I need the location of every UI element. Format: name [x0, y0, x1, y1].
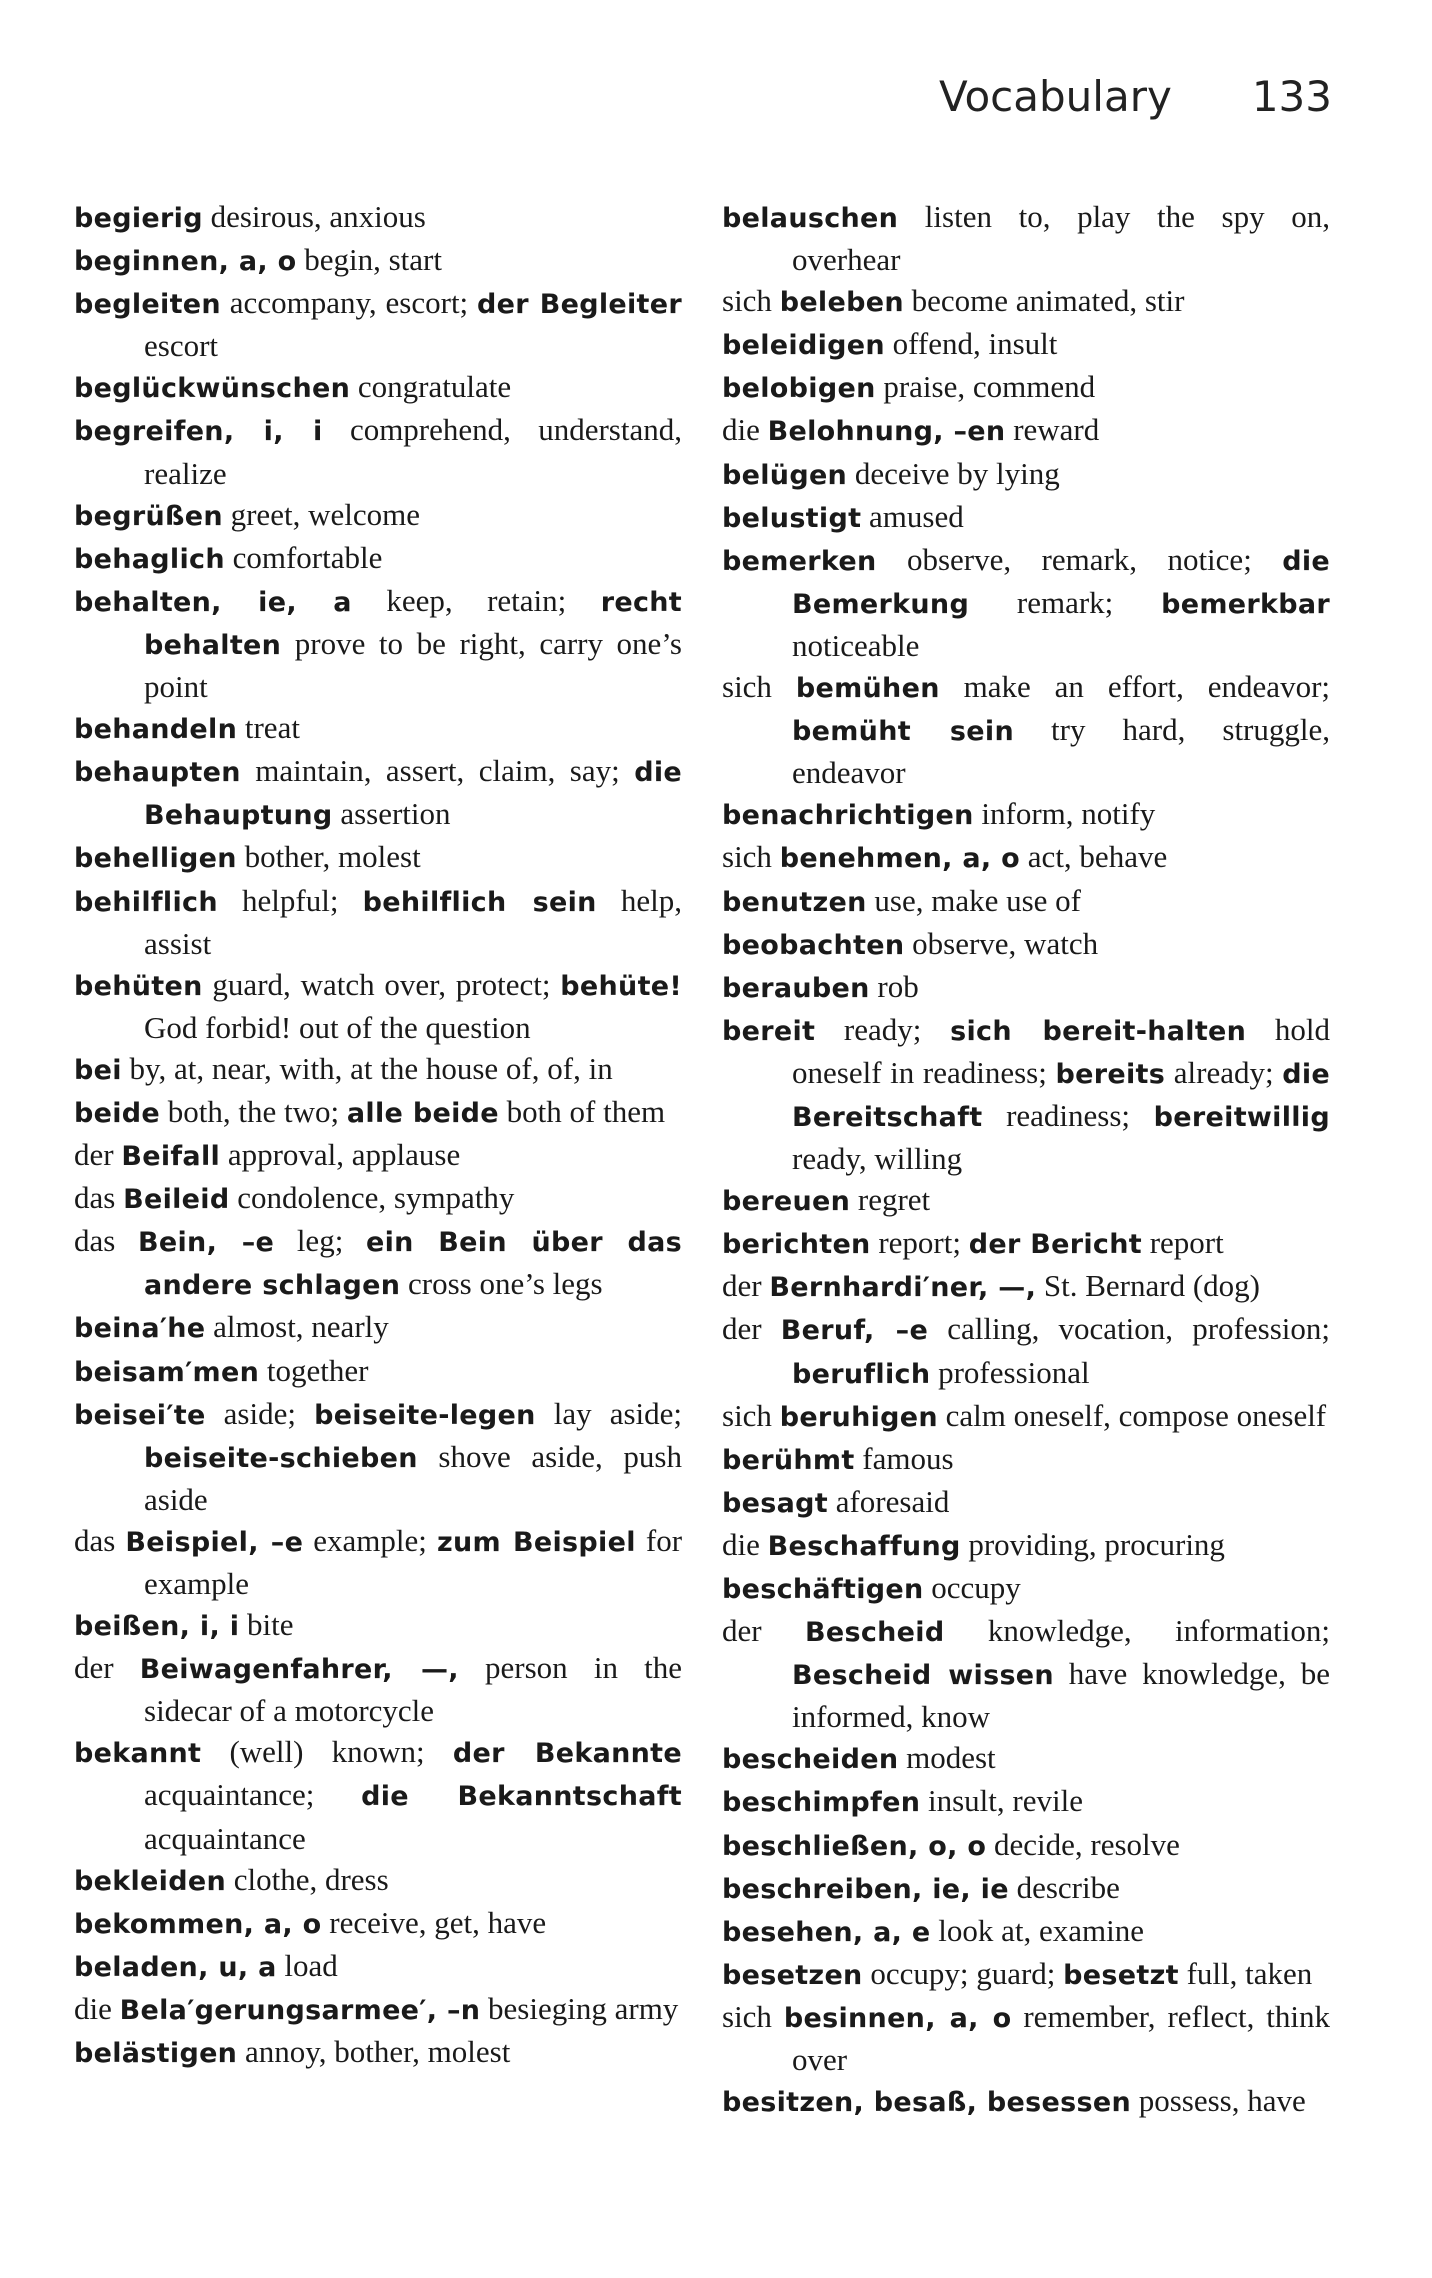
entry-text: inform, notify	[973, 796, 1156, 832]
entry-headword: besitzen, besaß, besessen	[722, 2087, 1131, 2119]
vocab-entry	[74, 239, 682, 282]
entry-headword: besagt	[722, 1487, 828, 1519]
entry-text: prove to be right, carry one’s point	[144, 625, 682, 705]
vocab-entry	[722, 1737, 1330, 1780]
vocab-entry	[74, 1520, 682, 1604]
entry-text: readiness;	[982, 1097, 1154, 1133]
entry-text: ready, willing	[792, 1141, 963, 1177]
page-header	[939, 72, 1332, 132]
entry-text: occupy	[923, 1570, 1021, 1605]
entry-headword: sich bereit-halten	[950, 1015, 1247, 1047]
vocab-entry	[722, 1824, 1330, 1867]
entry-headword: begrüßen	[74, 500, 223, 532]
entry-text: have knowledge, be informed, know	[792, 1656, 1331, 1735]
vocab-entry	[74, 2031, 682, 2074]
entry-headword: bemühen	[795, 673, 940, 705]
entry-headword: Beiwagenfahrer, —,	[139, 1654, 459, 1686]
entry-text: famous	[854, 1440, 954, 1476]
entry-headword: zum Beispiel	[437, 1526, 636, 1558]
entry-headword: beide	[74, 1097, 161, 1129]
entry-text: (well) known;	[201, 1734, 453, 1770]
entry-headword: benachrichtigen	[722, 800, 974, 832]
entry-text: remark;	[969, 584, 1162, 620]
entry-text: decide, resolve	[986, 1826, 1180, 1862]
vocab-entry	[722, 2080, 1330, 2123]
entry-text: already;	[1165, 1054, 1283, 1090]
entry-headword: beruflich	[792, 1358, 931, 1390]
entry-headword: bereits	[1055, 1058, 1166, 1090]
entry-headword: beleben	[779, 287, 904, 319]
entry-text: professional	[930, 1354, 1090, 1390]
entry-text: maintain, assert, claim, say;	[240, 753, 635, 789]
entry-text: der	[74, 1650, 140, 1686]
entry-text: annoy, bother, molest	[237, 2034, 511, 2070]
entry-text: das	[74, 1180, 124, 1216]
entry-text: full, taken	[1178, 1955, 1313, 1991]
right-column	[722, 196, 1330, 2123]
entry-headword: die Bekanntschaft	[361, 1781, 682, 1813]
entry-text: besieging army	[480, 1990, 679, 2026]
entry-text: hold oneself in readiness;	[792, 1011, 1330, 1090]
entry-text: approval, applause	[220, 1137, 461, 1173]
entry-text: das	[74, 1522, 126, 1558]
entry-headword: beladen, u, a	[74, 1951, 277, 1983]
vocab-entry	[722, 966, 1330, 1009]
entry-headword: beschimpfen	[722, 1787, 921, 1819]
entry-text: bite	[239, 1607, 294, 1643]
vocab-entry	[722, 1179, 1330, 1222]
entry-headword: berauben	[722, 972, 870, 1004]
entry-text: der	[722, 1311, 781, 1347]
entry-headword: besetzt	[1063, 1959, 1179, 1991]
entry-text: sich	[722, 839, 780, 875]
entry-text: begin, start	[296, 242, 442, 278]
entry-headword: bekommen, a, o	[74, 1908, 322, 1940]
vocab-entry	[722, 1308, 1330, 1394]
vocab-entry	[74, 1604, 682, 1647]
entry-headword: die Bereitschaft	[792, 1058, 1331, 1133]
vocab-entry	[74, 1220, 682, 1306]
entry-text: treat	[237, 710, 300, 746]
entry-text: look at, examine	[930, 1912, 1145, 1948]
entry-headword: begierig	[74, 203, 203, 234]
entry-text: congratulate	[350, 369, 512, 405]
entry-text: offend, insult	[884, 326, 1058, 362]
vocab-entry	[722, 1222, 1330, 1265]
entry-headword: beisei′te	[74, 1399, 206, 1431]
entry-text: die	[722, 1526, 768, 1562]
entry-headword: die Behauptung	[144, 757, 682, 832]
entry-text: example;	[303, 1522, 437, 1558]
entry-headword: behüte!	[560, 970, 682, 1002]
entry-text: almost, nearly	[205, 1309, 389, 1345]
entry-headword: beiseite-schieben	[144, 1442, 418, 1474]
vocab-entry	[722, 1567, 1330, 1610]
entry-text: reward	[1005, 412, 1100, 448]
entry-headword: Bescheid wissen	[792, 1660, 1054, 1692]
vocab-entry	[74, 196, 682, 239]
entry-text: der	[722, 1268, 770, 1304]
vocab-entry	[722, 923, 1330, 966]
entry-headword: beginnen, a, o	[74, 246, 297, 278]
entry-text: use, make use of	[866, 882, 1081, 918]
entry-text: cross one’s legs	[400, 1266, 603, 1302]
entry-headword: bemerkbar	[1161, 588, 1330, 620]
vocab-entry	[722, 1481, 1330, 1524]
entry-text: deceive by lying	[847, 455, 1060, 491]
vocab-entry	[74, 880, 682, 964]
entry-headword: Beschaffung	[767, 1530, 961, 1562]
entry-headword: alle beide	[346, 1097, 499, 1129]
entry-headword: bescheiden	[722, 1744, 899, 1776]
entry-headword: recht behalten	[144, 586, 682, 661]
entry-headword: beißen, i, i	[74, 1611, 240, 1643]
vocab-entry	[74, 580, 682, 707]
entry-text: receive, get, have	[321, 1904, 547, 1940]
entry-text: der	[722, 1613, 805, 1649]
entry-text: help, assist	[144, 882, 682, 961]
entry-headword: bei	[74, 1054, 122, 1086]
vocab-entry	[722, 1953, 1330, 1996]
entry-text: die	[74, 1990, 120, 2026]
entry-text: der	[74, 1137, 122, 1173]
entry-text: describe	[1008, 1869, 1120, 1905]
entry-text: lay aside;	[535, 1395, 683, 1431]
vocab-entry	[722, 453, 1330, 496]
entry-text: bother, molest	[236, 839, 421, 875]
entry-text: try hard, struggle, endeavor	[792, 712, 1331, 791]
vocab-entry	[74, 707, 682, 750]
entry-text: assertion	[332, 796, 451, 832]
entry-headword: berühmt	[722, 1444, 855, 1476]
entry-text: make an effort, endeavor;	[939, 669, 1331, 705]
entry-text: aside;	[205, 1395, 315, 1431]
entry-headword: belügen	[722, 459, 848, 491]
vocab-entry	[74, 537, 682, 580]
entry-headword: benehmen, a, o	[779, 843, 1021, 875]
entry-text: sich	[722, 283, 780, 319]
vocab-entry	[74, 494, 682, 537]
entry-text: report	[1141, 1225, 1224, 1261]
entry-text: praise, commend	[875, 369, 1096, 405]
entry-text: observe, watch	[904, 925, 1099, 961]
entry-text: load	[276, 1947, 338, 1983]
entry-headword: Beifall	[121, 1141, 221, 1173]
vocab-entry	[722, 409, 1330, 452]
vocab-entry	[722, 1780, 1330, 1823]
vocab-entry	[74, 282, 682, 366]
vocab-entry	[722, 1996, 1330, 2080]
entry-text: listen to, play the spy on, overhear	[792, 199, 1330, 278]
entry-headword: der Begleiter	[477, 289, 682, 321]
vocab-entry	[722, 1524, 1330, 1567]
vocab-entry	[74, 836, 682, 879]
entry-text: St. Bernard (dog)	[1036, 1268, 1260, 1304]
entry-headword: belästigen	[74, 2038, 238, 2070]
entry-headword: berichten	[722, 1229, 871, 1261]
vocab-entry	[722, 1910, 1330, 1953]
vocab-entry	[74, 1731, 682, 1858]
entry-headword: Bein, –e	[138, 1227, 275, 1259]
vocab-entry	[74, 1048, 682, 1091]
entry-headword: bemerken	[722, 545, 877, 577]
vocab-entry	[74, 366, 682, 409]
entry-headword: behilflich sein	[362, 886, 597, 918]
entry-text: acquaintance	[144, 1820, 306, 1856]
entry-text: comprehend, understand, realize	[144, 412, 682, 491]
entry-text: rob	[869, 968, 919, 1004]
vocab-entry	[722, 366, 1330, 409]
left-column	[74, 196, 682, 2074]
entry-headword: bekleiden	[74, 1865, 226, 1897]
entry-text: das	[74, 1223, 138, 1259]
entry-headword: beschließen, o, o	[722, 1830, 987, 1862]
vocab-entry	[722, 1867, 1330, 1910]
entry-text: providing, procuring	[960, 1526, 1225, 1562]
vocab-entry	[722, 836, 1330, 879]
vocab-entry	[74, 409, 682, 493]
vocab-entry	[722, 666, 1330, 793]
entry-text: shove aside, push aside	[144, 1438, 682, 1517]
entry-headword: ein Bein über das andere schlagen	[144, 1227, 682, 1302]
entry-text: calling, vocation, profession;	[928, 1311, 1330, 1347]
entry-text: noticeable	[792, 627, 920, 663]
entry-headword: behilflich	[74, 886, 218, 918]
entry-text: both of them	[498, 1093, 666, 1129]
entry-headword: Beruf, –e	[780, 1315, 929, 1347]
entry-text: report;	[870, 1225, 969, 1261]
entry-headword: Bernhardi′ner, —,	[769, 1272, 1037, 1304]
vocab-entry	[74, 1902, 682, 1945]
entry-text: sich	[722, 1998, 784, 2034]
entry-headword: Belohnung, –en	[767, 416, 1006, 448]
entry-text: ready;	[815, 1011, 951, 1047]
entry-headword: belobigen	[722, 373, 876, 405]
entry-headword: beiseite-legen	[314, 1399, 536, 1431]
vocab-entry	[722, 280, 1330, 323]
entry-text: desirous, anxious	[202, 199, 426, 234]
vocab-entry	[722, 880, 1330, 923]
entry-text: possess, have	[1130, 2083, 1306, 2119]
entry-headword: behandeln	[74, 714, 238, 746]
entry-text: leg;	[274, 1223, 366, 1259]
entry-text: remember, reflect, think over	[792, 1998, 1330, 2078]
vocab-entry	[74, 1177, 682, 1220]
entry-text: sich	[722, 1397, 780, 1433]
entry-headword: beina′he	[74, 1313, 206, 1345]
vocab-entry	[74, 1306, 682, 1349]
entry-headword: benutzen	[722, 886, 867, 918]
entry-headword: der Bericht	[968, 1229, 1142, 1261]
vocab-entry	[74, 1393, 682, 1520]
entry-text: both, the two;	[160, 1093, 347, 1129]
entry-text: God forbid! out of the question	[144, 1009, 531, 1045]
entry-headword: beschreiben, ie, ie	[722, 1873, 1009, 1905]
vocab-entry	[74, 1350, 682, 1393]
entry-text: helpful;	[217, 882, 363, 918]
entry-headword: Bela′gerungsarmee′, –n	[119, 1994, 481, 2026]
entry-text: condolence, sympathy	[229, 1180, 515, 1216]
vocab-entry	[722, 539, 1330, 666]
entry-headword: behaglich	[74, 543, 225, 575]
vocab-entry	[722, 323, 1330, 366]
entry-headword: beobachten	[722, 929, 905, 961]
vocab-entry	[722, 1265, 1330, 1308]
vocab-entry	[74, 1134, 682, 1177]
entry-headword: behaupten	[74, 757, 241, 789]
vocab-entry	[722, 1009, 1330, 1179]
entry-text: calm oneself, compose oneself	[937, 1397, 1327, 1433]
entry-text: become animated, stir	[903, 283, 1185, 319]
entry-text: aforesaid	[827, 1483, 950, 1519]
entry-headword: beleidigen	[722, 330, 885, 362]
entry-text: escort	[144, 328, 219, 364]
entry-text: observe, remark, notice;	[876, 541, 1283, 577]
vocab-entry	[74, 750, 682, 836]
entry-text: occupy; guard;	[862, 1955, 1064, 1991]
entry-headword: beschäftigen	[722, 1574, 924, 1605]
vocab-entry	[74, 1091, 682, 1134]
entry-headword: Beileid	[123, 1184, 230, 1216]
entry-headword: beglückwünschen	[74, 373, 351, 405]
entry-headword: bereit	[722, 1015, 816, 1047]
entry-headword: begleiten	[74, 289, 221, 321]
entry-headword: belauschen	[722, 203, 899, 234]
vocab-entry	[722, 1395, 1330, 1438]
entry-text: acquaintance;	[144, 1777, 362, 1813]
entry-headword: behalten, ie, a	[74, 586, 352, 618]
entry-headword: behelligen	[74, 843, 237, 875]
entry-text: knowledge, information;	[944, 1613, 1330, 1649]
entry-headword: besinnen, a, o	[783, 2002, 1012, 2034]
entry-headword: beisam′men	[74, 1356, 260, 1388]
entry-headword: Bescheid	[804, 1617, 945, 1649]
entry-headword: belustigt	[722, 502, 862, 534]
entry-headword: bemüht sein	[792, 716, 1014, 748]
entry-headword: bereuen	[722, 1186, 851, 1218]
entry-headword: begreifen, i, i	[74, 416, 323, 448]
entry-text: sich	[722, 669, 796, 705]
entry-text: die	[722, 412, 768, 448]
entry-headword: beruhigen	[779, 1401, 938, 1433]
entry-text: for example	[144, 1522, 683, 1601]
entry-text: greet, welcome	[222, 496, 420, 532]
vocab-entry	[722, 1610, 1330, 1737]
entry-headword: Beispiel, –e	[125, 1526, 304, 1558]
vocab-entry	[722, 496, 1330, 539]
entry-headword: bereitwillig	[1153, 1101, 1330, 1133]
vocab-entry	[74, 1647, 682, 1731]
vocab-entry	[722, 196, 1330, 280]
page-number: 133	[1251, 72, 1332, 121]
entry-text: keep, retain;	[351, 582, 601, 618]
entry-text: by, at, near, with, at the house of, of, in	[121, 1050, 613, 1086]
entry-text: clothe, dress	[225, 1861, 389, 1897]
entry-text: accompany, escort;	[220, 285, 478, 321]
entry-text: person in the sidecar of a motorcycle	[144, 1650, 682, 1729]
vocab-entry	[722, 793, 1330, 836]
entry-headword: bekannt	[74, 1738, 202, 1770]
entry-headword: behüten	[74, 970, 203, 1002]
entry-headword: besehen, a, e	[722, 1916, 931, 1948]
vocab-entry	[74, 1945, 682, 1988]
entry-headword: besetzen	[722, 1959, 863, 1991]
entry-headword: die Bemerkung	[792, 545, 1330, 620]
vocab-entry	[74, 1988, 682, 2031]
entry-text: modest	[898, 1740, 996, 1776]
running-head-title: Vocabulary	[939, 72, 1172, 121]
entry-text: guard, watch over, protect;	[202, 966, 561, 1002]
entry-text: comfortable	[224, 539, 383, 575]
vocab-entry	[74, 1859, 682, 1902]
entry-text: regret	[850, 1182, 931, 1218]
entry-text: insult, revile	[920, 1783, 1083, 1819]
entry-text: together	[259, 1352, 369, 1388]
vocab-entry	[74, 964, 682, 1048]
vocab-entry	[722, 1438, 1330, 1481]
entry-text: amused	[861, 498, 964, 534]
entry-headword: der Bekannte	[452, 1738, 682, 1770]
entry-text: act, behave	[1020, 839, 1168, 875]
